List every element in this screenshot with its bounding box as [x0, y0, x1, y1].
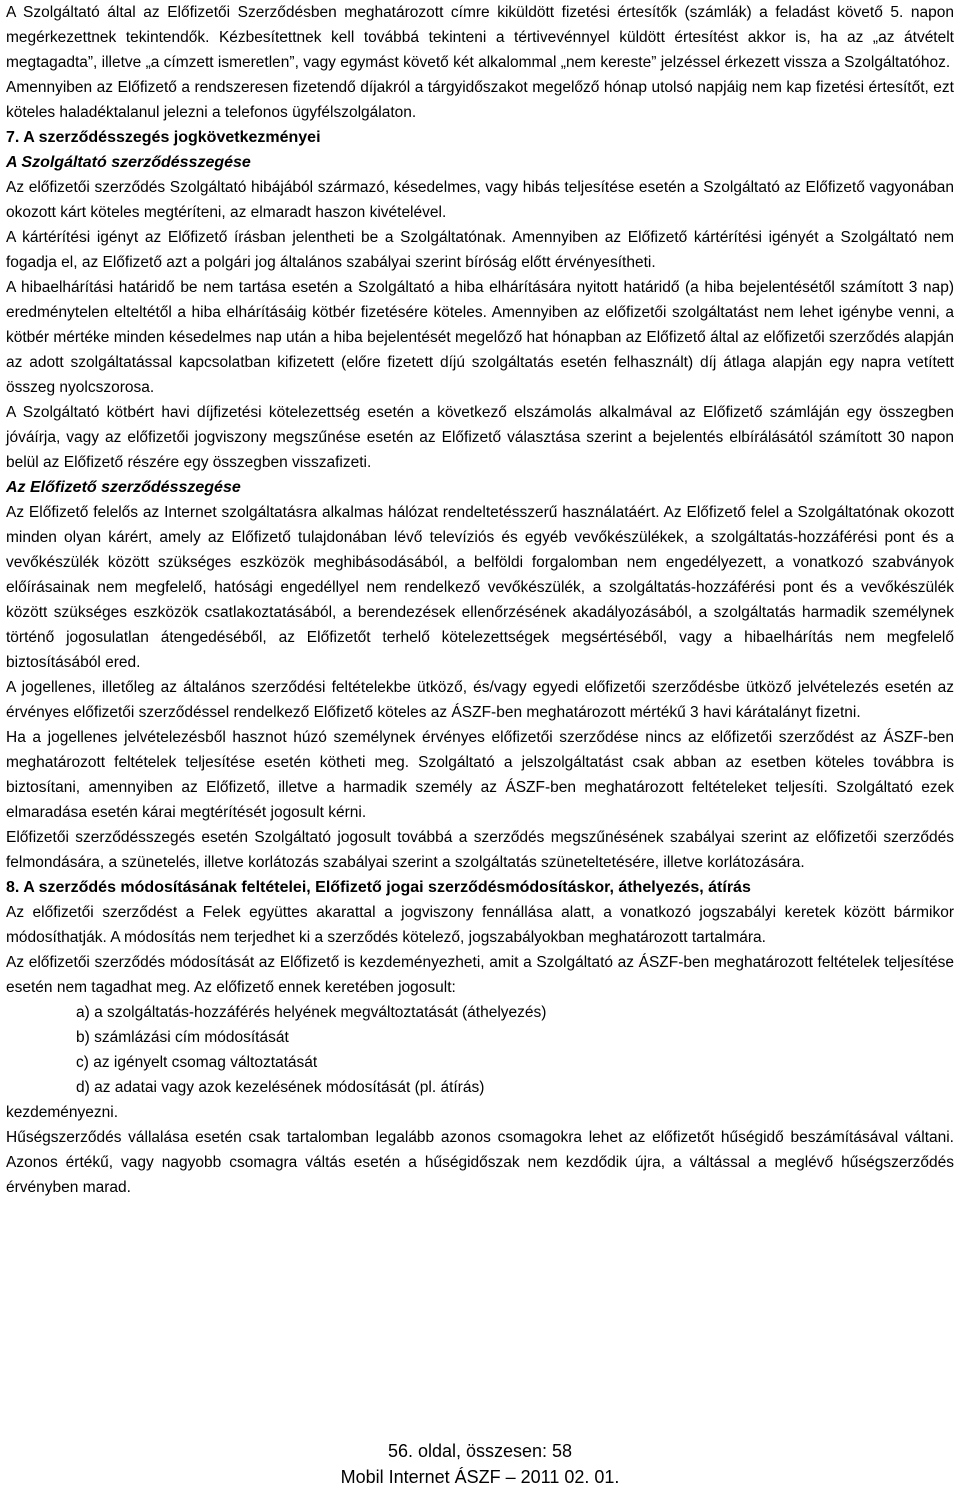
list-item: a) a szolgáltatás-hozzáférés helyének megváltoztatását (áthelyezés)	[76, 1004, 547, 1021]
paragraph: A Szolgáltató kötbért havi díjfizetési kötelezettség esetén a következő elszámolás alkalmával az Előfizető számláján egy összegben jóváírja, vagy az előfizetői jogviszony megszűnése esetén az Előfizető választása szerint a bejelentés elbírálásától számított 30 napon belül az Előfizető részére egy összegben visszafizeti.	[6, 404, 954, 471]
paragraph: Az előfizetői szerződés módosítását az Előfizető is kezdeményezheti, amit a Szolgáltató az ÁSZF-ben meghatározott feltételek teljesítése esetén nem tagadhat meg. Az előfizető ennek keretében jogosult:	[6, 954, 954, 996]
paragraph: kezdeményezni.	[6, 1104, 119, 1121]
paragraph: Ha a jogellenes jelvételezésből hasznot húzó személynek érvényes előfizetői szerződése nincs az előfizetői szerződést az ÁSZF-ben meghatározott feltételek teljesítése esetén kötheti meg. Szolgáltató a jelszolgáltatást csak abban az esetben köteles továbbra is biztosítani, amennyiben az Előfizető, illetve a harmadik személy az ÁSZF-ben meghatározott feltételeket teljesíti. Szolgáltató ezek elmaradása esetén kárai megtérítését jogosult kérni.	[6, 729, 954, 821]
subsection-heading: A Szolgáltató szerződésszegése	[6, 154, 251, 171]
paragraph: Előfizetői szerződésszegés esetén Szolgáltató jogosult továbbá a szerződés megszűnésének szabályai szerint az előfizetői szerződés felmondására, a szünetelés, illetve korlátozás szabályai szerint a szolgáltatás szüneteltetésére, illetve korlátozására.	[6, 829, 954, 871]
list-item: b) számlázási cím módosítását	[76, 1029, 289, 1046]
subsection-heading: Az Előfizető szerződésszegése	[6, 479, 241, 496]
paragraph: Az Előfizető felelős az Internet szolgáltatásra alkalmas hálózat rendeltetésszerű használatáért. Az Előfizető felel a Szolgáltatónak okozott minden olyan kárért, amely az Előfizető tulajdonában lévő televíziós és egyéb vevőkészülékek, a szolgáltatás-hozzáférési pont és a vevőkészülék között szükséges eszközök meghibásodásából, a belföldi forgalomban nem engedélyezett, a vonatkozó szabványok előírásainak nem megfelelő, hatósági engedéllyel nem rendelkező vevőkészülék, a szolgáltatás-hozzáférési pont és a vevőkészülék között szükséges eszközök csatlakoztatásából, a berendezések ellenőrzésének akadályozásából, a szolgáltatás harmadik személynek történő jogosulatlan átengedéséből, az Előfizetőt terhelő kötelezettségek megsértéséből, vagy a hibaelhárítás nem megfelelő biztosításából ered.	[6, 504, 954, 671]
paragraph: A hibaelhárítási határidő be nem tartása esetén a Szolgáltató a hiba elhárítására nyitott határidő (a hiba bejelentésétől számított 3 nap) eredménytelen elteltétől a hiba elhárításáig kötbér fizetésére köteles. Amennyiben az előfizetői szolgáltatást nem lehet igénybe venni, a kötbér mértéke minden késedelmes nap után a hiba bejelentését megelőző hat hónapban az Előfizető által az előfizetői szerződés alapján az adott szolgáltatással kapcsolatban kifizetett (előre fizetett díjú szolgáltatás esetén felhasznált) díj átlaga alapján egy napra vetített összeg nyolcszorosa.	[6, 279, 954, 396]
list-item: d) az adatai vagy azok kezelésének módosítását (pl. átírás)	[76, 1079, 485, 1096]
section-heading: 8. A szerződés módosításának feltételei, Előfizető jogai szerződésmódosításkor, áthelyezés, átírás	[6, 879, 751, 896]
paragraph: Hűségszerződés vállalása esetén csak tartalomban legalább azonos csomagokra lehet az előfizetőt hűségidő beszámításával váltani. Azonos értékű, vagy nagyobb csomagra váltás esetén a hűségidőszak nem kezdődik újra, a váltással a meglévő hűségszerződés érvényben marad.	[6, 1129, 954, 1196]
footer-document-title: Mobil Internet ÁSZF – 2011 02. 01.	[340, 1467, 620, 1487]
paragraph: A jogellenes, illetőleg az általános szerződési feltételekbe ütköző, és/vagy egyedi előfizetői szerződésbe ütköző jelvételezés esetén az érvényes előfizetői szerződéssel rendelkező Előfizető köteles az ÁSZF-ben meghatározott mértékű 3 havi kárátalányt fizetni.	[6, 679, 954, 721]
paragraph: Az előfizetői szerződést a Felek együttes akarattal a jogviszony fennállása alatt, a vonatkozó jogszabályi keretek között bármikor módosíthatják. A módosítás nem terjedhet ki a szerződés kötelező, jogszabályokban meghatározott tartalmára.	[6, 904, 954, 946]
paragraph: A Szolgáltató által az Előfizetői Szerződésben meghatározott címre kiküldött fizetési értesítők (számlák) a feladást követő 5. napon megérkezettnek tekintendők. Kézbesítettnek kell továbbá tekinteni a tértivevénnyel küldött értesítést akkor is, ha az „az átvételt megtagadta”, illetve „a címzett ismeretlen”, vagy egymást követő két alkalommal „nem kereste” jelzéssel érkezett vissza a Szolgáltatóhoz.	[6, 4, 954, 71]
paragraph: Amennyiben az Előfizető a rendszeresen fizetendő díjakról a tárgyidőszakot megelőző hónap utolsó napjáig nem kap fizetési értesítőt, ezt köteles haladéktalanul jelezni a telefonos ügyfélszolgálaton.	[6, 79, 954, 121]
document-body	[6, 0, 954, 1200]
list-item: c) az igényelt csomag változtatását	[76, 1054, 318, 1071]
section-heading: 7. A szerződésszegés jogkövetkezményei	[6, 129, 321, 146]
page-number: 56. oldal, összesen: 58	[387, 1441, 573, 1461]
paragraph: Az előfizetői szerződés Szolgáltató hibájából származó, késedelmes, vagy hibás teljesítése esetén a Szolgáltató az Előfizető vagyonában okozott kárt köteles megtéríteni, az elmaradt haszon kivételével.	[6, 179, 954, 221]
paragraph: A kártérítési igényt az Előfizető írásban jelentheti be a Szolgáltatónak. Amennyiben az Előfizető kártérítési igényét a Szolgáltató nem fogadja el, az Előfizető azt a polgári jog általános szabályai szerint bíróság előtt érvényesítheti.	[6, 229, 954, 271]
